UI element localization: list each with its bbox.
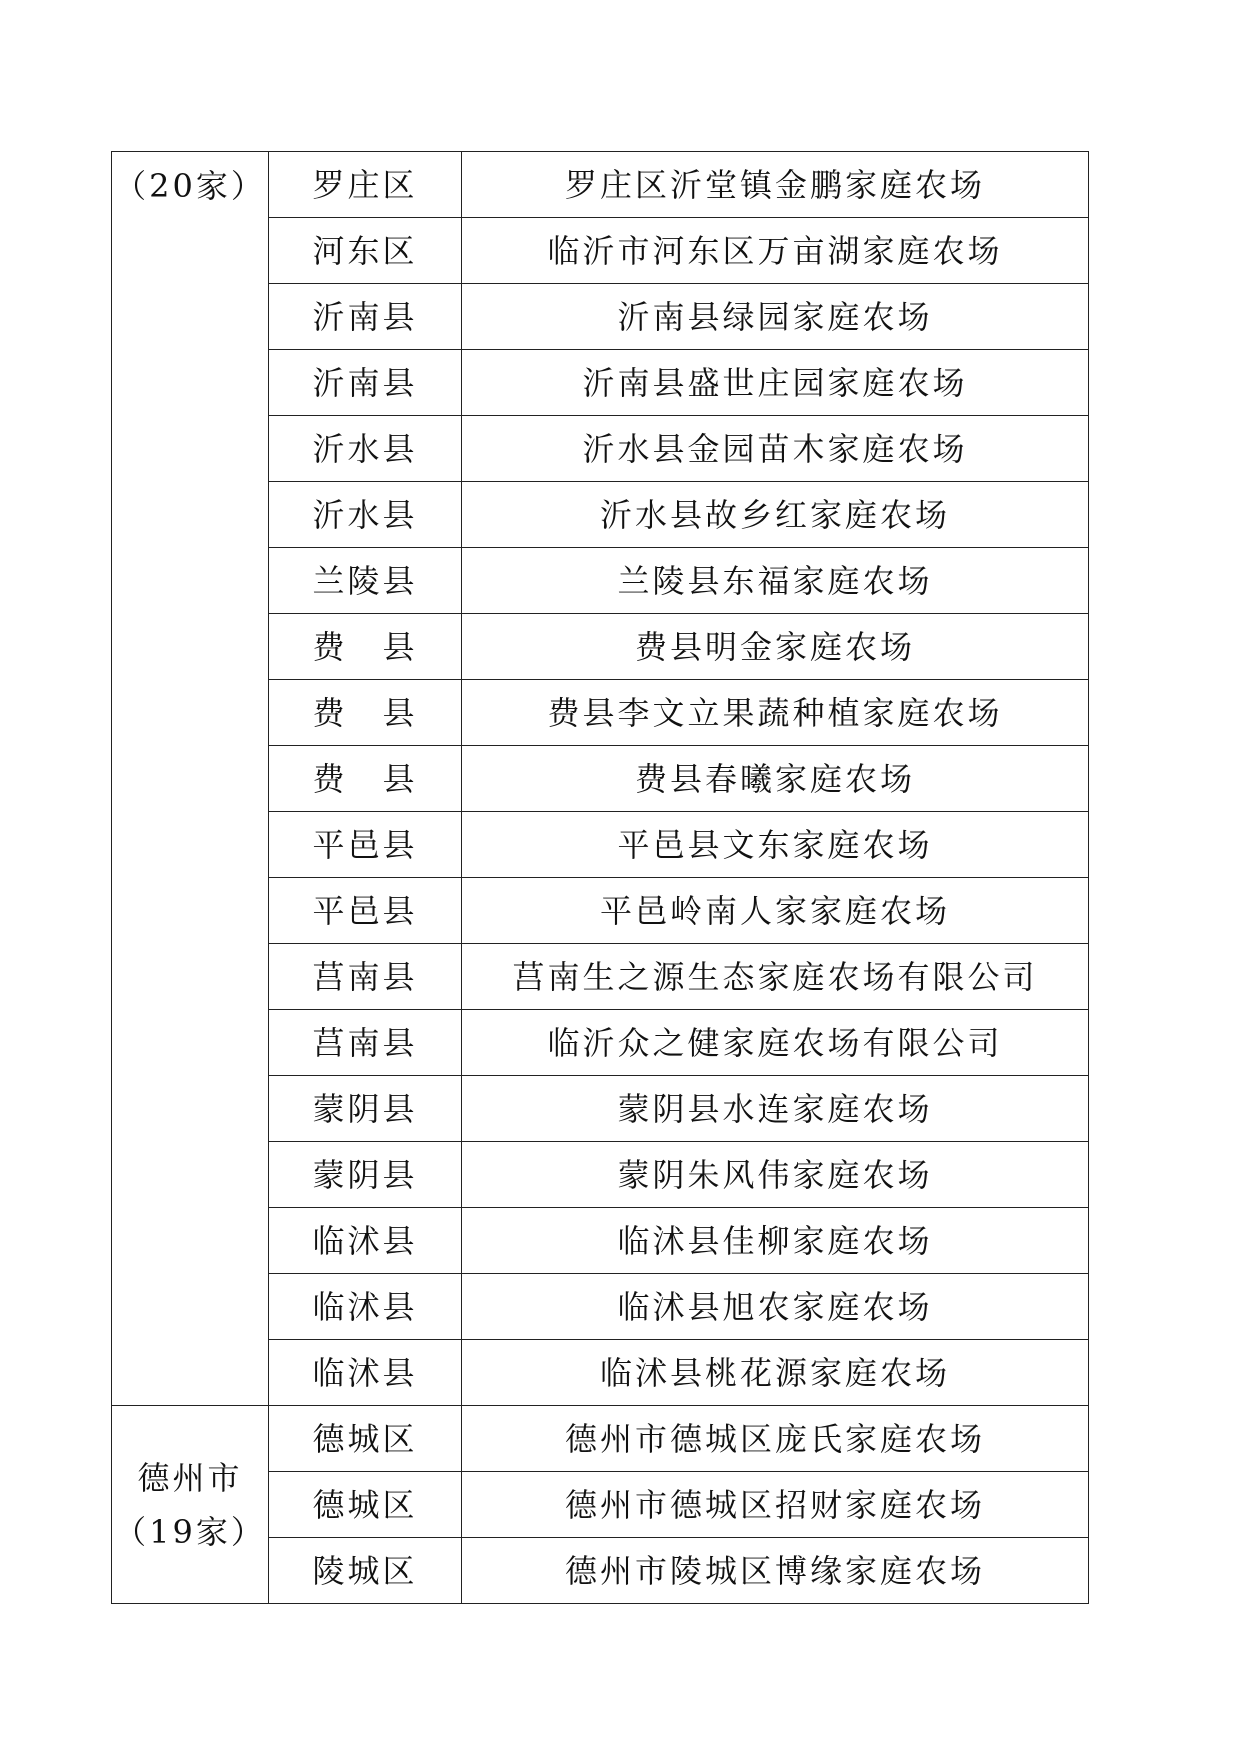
farm-name-cell: 临沂市河东区万亩湖家庭农场 <box>462 218 1089 284</box>
farm-name-cell: 临沂众之健家庭农场有限公司 <box>462 1010 1089 1076</box>
city-label-block <box>112 1406 268 1603</box>
county-cell: 沂水县 <box>269 482 462 548</box>
city-cell <box>112 1406 269 1604</box>
county-cell: 平邑县 <box>269 812 462 878</box>
farm-name-cell: 临沭县佳柳家庭农场 <box>462 1208 1089 1274</box>
county-cell: 德城区 <box>269 1406 462 1472</box>
table-body <box>112 152 1089 1604</box>
farm-name-cell: 沂南县盛世庄园家庭农场 <box>462 350 1089 416</box>
county-cell: 临沭县 <box>269 1208 462 1274</box>
county-cell: 罗庄区 <box>269 152 462 218</box>
farm-name-cell: 费县明金家庭农场 <box>462 614 1089 680</box>
county-cell: 蒙阴县 <box>269 1076 462 1142</box>
farm-name-cell: 平邑岭南人家家庭农场 <box>462 878 1089 944</box>
farm-name-cell: 沂南县绿园家庭农场 <box>462 284 1089 350</box>
farm-name-cell: 临沭县桃花源家庭农场 <box>462 1340 1089 1406</box>
farm-name-cell: 莒南生之源生态家庭农场有限公司 <box>462 944 1089 1010</box>
farm-name-cell: 德州市德城区招财家庭农场 <box>462 1472 1089 1538</box>
county-cell: 莒南县 <box>269 944 462 1010</box>
city-label-block <box>112 152 268 205</box>
city-count: （19家） <box>114 1512 266 1551</box>
county-cell: 兰陵县 <box>269 548 462 614</box>
farm-name-cell: 罗庄区沂堂镇金鹏家庭农场 <box>462 152 1089 218</box>
county-cell: 临沭县 <box>269 1340 462 1406</box>
county-cell: 费 县 <box>269 746 462 812</box>
county-cell: 费 县 <box>269 614 462 680</box>
farm-name-cell: 费县李文立果蔬种植家庭农场 <box>462 680 1089 746</box>
county-cell: 平邑县 <box>269 878 462 944</box>
city-name: 德州市 <box>137 1458 243 1497</box>
county-cell: 沂水县 <box>269 416 462 482</box>
farm-name-cell: 蒙阴朱风伟家庭农场 <box>462 1142 1089 1208</box>
county-cell: 陵城区 <box>269 1538 462 1604</box>
county-cell: 河东区 <box>269 218 462 284</box>
farm-name-cell: 蒙阴县水连家庭农场 <box>462 1076 1089 1142</box>
table-row <box>112 1406 1089 1472</box>
county-cell: 费 县 <box>269 680 462 746</box>
farm-name-cell: 德州市陵城区博缘家庭农场 <box>462 1538 1089 1604</box>
county-cell: 德城区 <box>269 1472 462 1538</box>
farm-name-cell: 平邑县文东家庭农场 <box>462 812 1089 878</box>
county-cell: 临沭县 <box>269 1274 462 1340</box>
county-cell: 沂南县 <box>269 284 462 350</box>
farm-name-cell: 沂水县故乡红家庭农场 <box>462 482 1089 548</box>
city-count: （20家） <box>114 167 266 205</box>
family-farm-table <box>111 151 1089 1604</box>
county-cell: 莒南县 <box>269 1010 462 1076</box>
farm-name-cell: 沂水县金园苗木家庭农场 <box>462 416 1089 482</box>
county-cell: 蒙阴县 <box>269 1142 462 1208</box>
farm-name-cell: 德州市德城区庞氏家庭农场 <box>462 1406 1089 1472</box>
farm-name-cell: 临沭县旭农家庭农场 <box>462 1274 1089 1340</box>
county-cell: 沂南县 <box>269 350 462 416</box>
city-cell <box>112 152 269 1406</box>
table-row <box>112 152 1089 218</box>
farm-name-cell: 费县春曦家庭农场 <box>462 746 1089 812</box>
farm-name-cell: 兰陵县东福家庭农场 <box>462 548 1089 614</box>
